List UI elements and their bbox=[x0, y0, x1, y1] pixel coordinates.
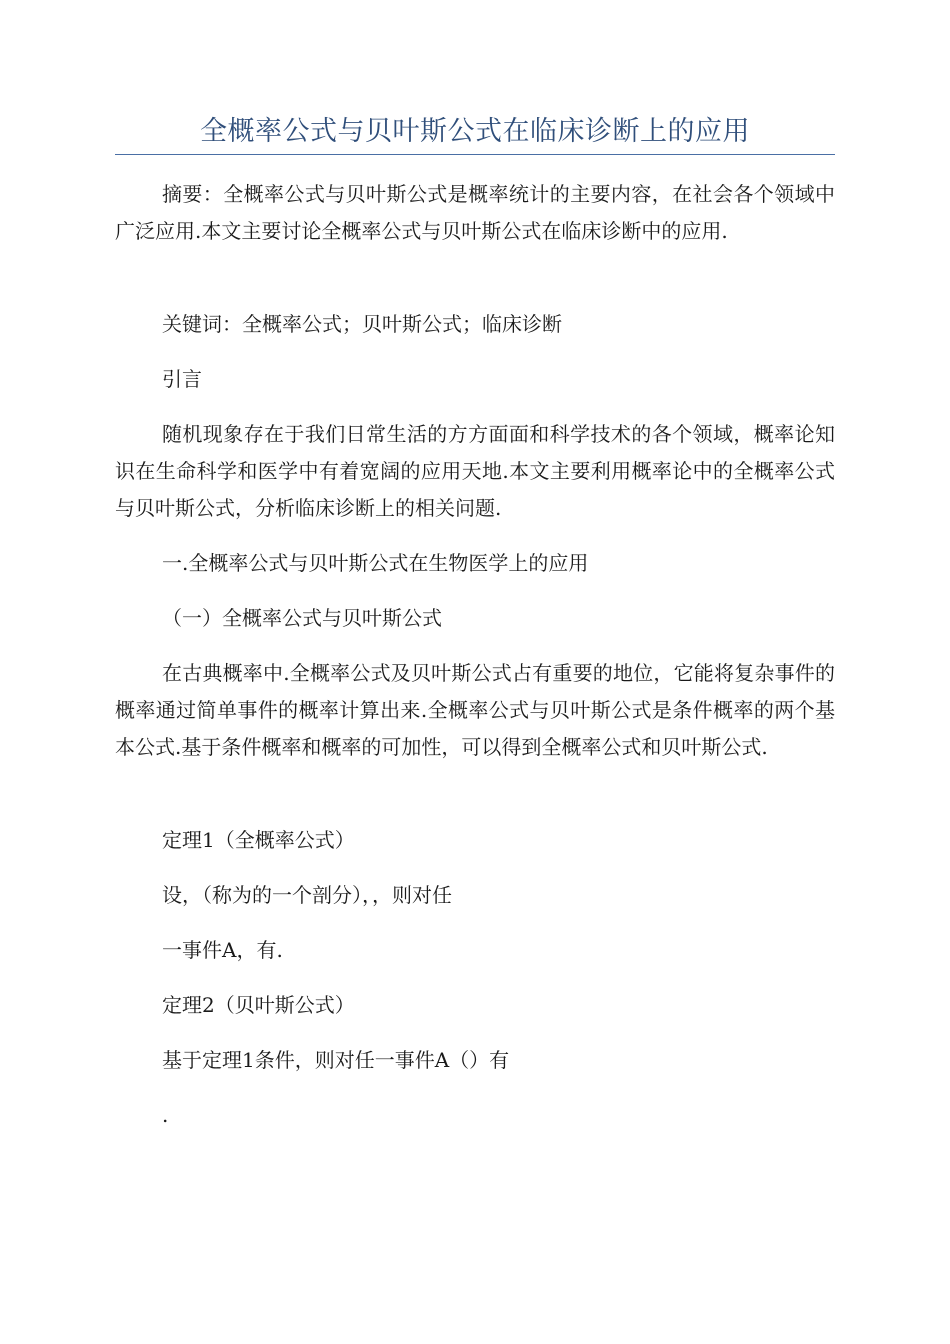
abstract-paragraph: 摘要：全概率公式与贝叶斯公式是概率统计的主要内容，在社会各个领域中广泛应用.本文主要讨论全概率公式与贝叶斯公式在临床诊断中的应用. bbox=[115, 182, 835, 243]
theorem-2-formula-end: . bbox=[162, 1103, 169, 1127]
introduction-paragraph: 随机现象存在于我们日常生活的方方面面和科学技术的各个领域，概率论知识在生命科学和医学中有着宽阔的应用天地.本文主要利用概率论中的全概率公式与贝叶斯公式，分析临床诊断上的相关问题. bbox=[115, 422, 835, 520]
theorem-1-heading: 定理1（全概率公式） bbox=[162, 828, 355, 852]
theorem-2-statement: 基于定理1条件，则对任一事件A（）有 bbox=[162, 1048, 510, 1072]
theorem-2-heading: 定理2（贝叶斯公式） bbox=[162, 993, 355, 1017]
keywords-paragraph: 关键词：全概率公式；贝叶斯公式；临床诊断 bbox=[162, 312, 562, 336]
introduction-heading: 引言 bbox=[162, 367, 202, 391]
theorem-1-statement: 设，（称为的一个剖分），，则对任 bbox=[162, 883, 452, 907]
section-heading-1: 一.全概率公式与贝叶斯公式在生物医学上的应用 bbox=[162, 551, 589, 575]
subsection-heading-1: （一）全概率公式与贝叶斯公式 bbox=[162, 606, 442, 630]
formula-intro-paragraph: 在古典概率中.全概率公式及贝叶斯公式占有重要的地位，它能将复杂事件的概率通过简单事件的概率计算出来.全概率公式与贝叶斯公式是条件概率的两个基本公式.基于条件概率和概率的可加性，可以得到全概率公式和贝叶斯公式. bbox=[115, 661, 835, 759]
document-title: 全概率公式与贝叶斯公式在临床诊断上的应用 bbox=[200, 116, 750, 147]
theorem-1-statement-cont: 一事件A，有. bbox=[162, 938, 283, 962]
title-underline bbox=[115, 154, 835, 155]
